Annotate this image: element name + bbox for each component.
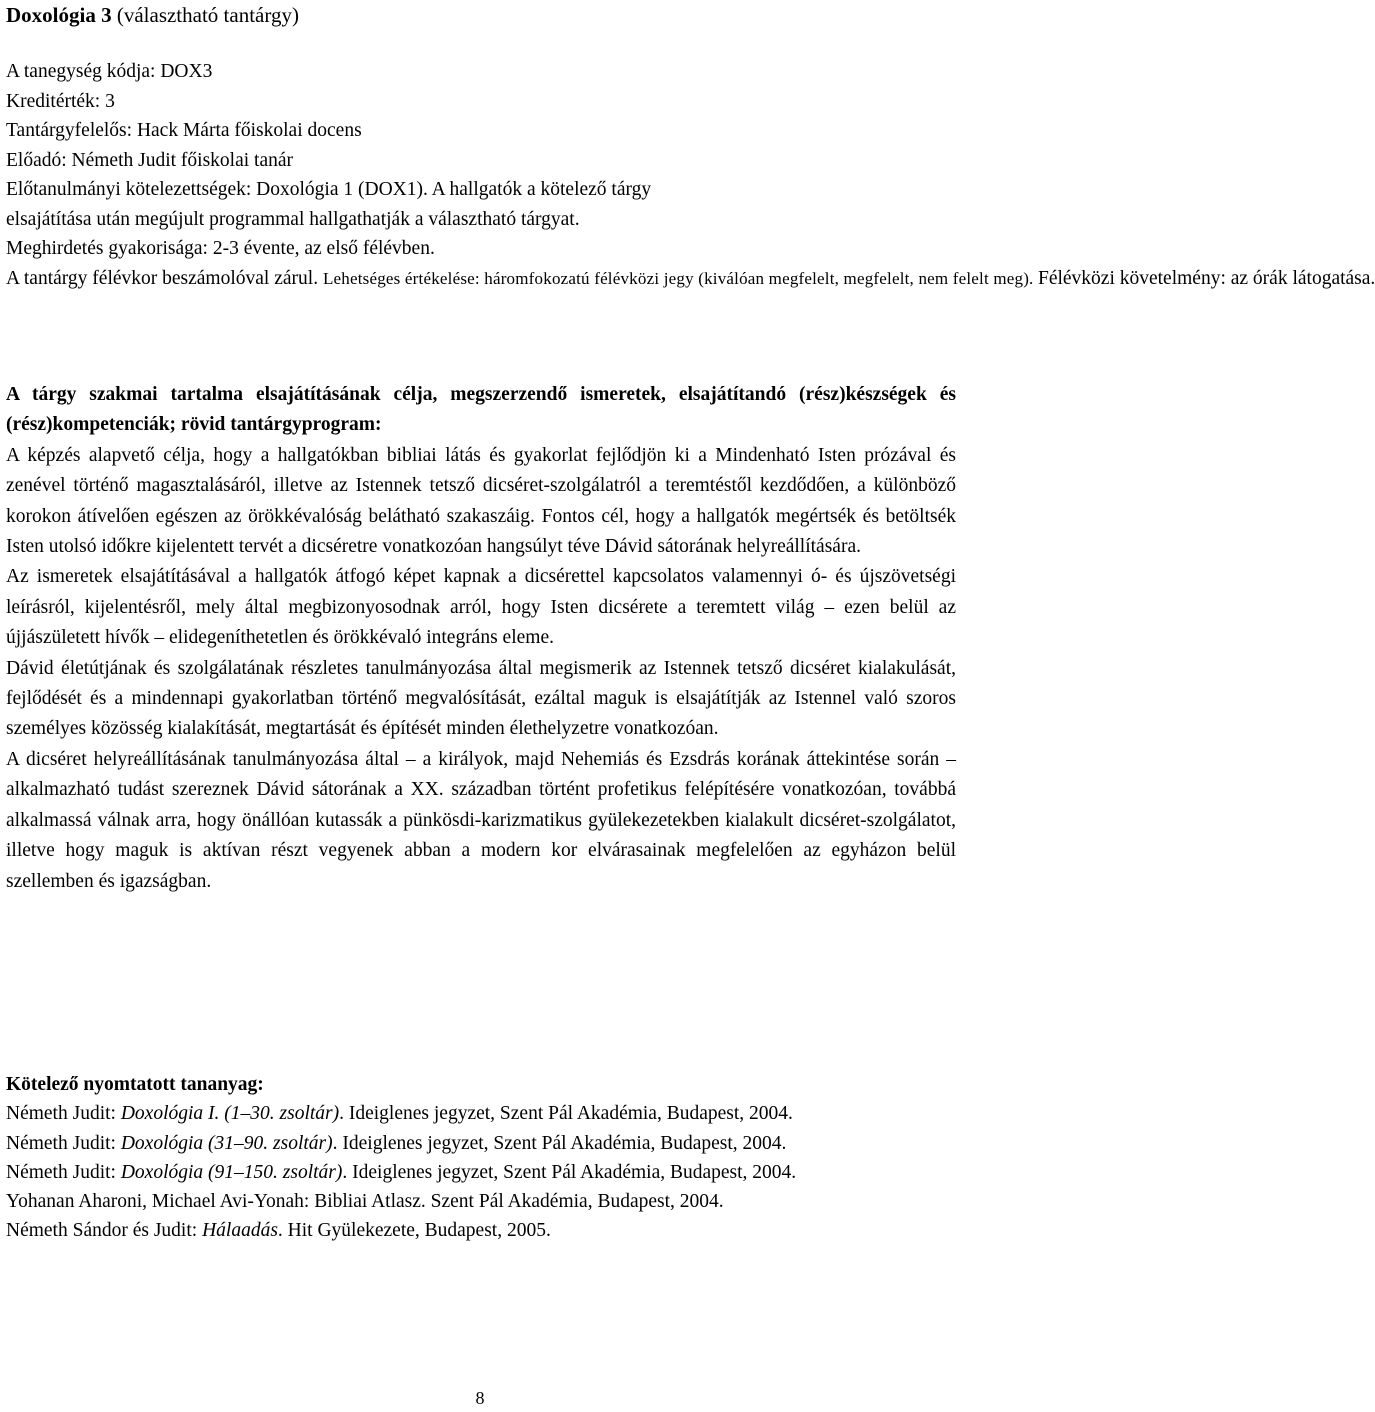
bib-publication: . Ideiglenes jegyzet, Szent Pál Akadémia, Budapest, 2004. bbox=[342, 1161, 797, 1183]
content-paragraph-4: A dicséret helyreállításának tanulmányozása által – a királyok, majd Nehemiás és Ezsdrás korának áttekintése során – alkalmazható tudást szereznek Dávid sátorának a XX. században történt profetikus felépítésére vonatkozóan, továbbá alkalmassá válnak arra, hogy önállóan kutassák a pünkösdi-karizmatikus gyülekezetekben kialakult dicséret-szolgálatot, illetve hogy maguk is aktívan részt vegyenek abban a modern kor elvárasainak megfelelően az egyházon belül szellemben és igazságban. bbox=[6, 748, 956, 892]
course-title: Doxológia 3 bbox=[6, 3, 112, 27]
bibliography-item bbox=[6, 1129, 956, 1158]
page-number: 8 bbox=[475, 1388, 485, 1408]
bibliography bbox=[6, 1070, 956, 1246]
content-heading: A tárgy szakmai tartalma elsajátításának célja, megszerzendő ismeretek, elsajátítandó (rész)készségek és (rész)kompetenciák; rövid tantárgyprogram: bbox=[6, 384, 956, 436]
course-subtitle: (választható tantárgy) bbox=[111, 3, 299, 27]
bib-title: Doxológia (91–150. zsoltár) bbox=[120, 1161, 343, 1183]
assessment-requirement: Félévközi követelmény: az órák látogatása. bbox=[1037, 267, 1375, 289]
content-paragraph-2: Az ismeretek elsajátításával a hallgatók átfogó képet kapnak a dicsérettel kapcsolatos valamennyi ó- és újszövetségi leírásról, kijelentésről, mely által megbizonyosodnak arról, hogy Isten dicsérete a teremtett világ – ezen belül az újjászületett hívők – elidegeníthetetlen és örökkévaló integráns eleme. bbox=[6, 566, 956, 649]
bib-author: Németh Judit: bbox=[6, 1161, 121, 1183]
bibliography-heading: Kötelező nyomtatott tananyag: bbox=[6, 1074, 264, 1095]
bibliography-item bbox=[6, 1187, 956, 1216]
course-content bbox=[6, 380, 956, 897]
bib-publication: . Hit Gyülekezete, Budapest, 2005. bbox=[277, 1220, 551, 1242]
bib-publication: . Ideiglenes jegyzet, Szent Pál Akadémia, Budapest, 2004. bbox=[339, 1103, 793, 1125]
prerequisites-line-1: Előtanulmányi kötelezettségek: Doxológia 1 (DOX1). A hallgatók a kötelező tárgy bbox=[6, 179, 652, 200]
content-paragraph-1: A képzés alapvető célja, hogy a hallgatókban bibliai látás és gyakorlat fejlődjön ki a Mindenható Isten prózával és zenével történő magasztalásáról, illetve az Istennek tetsző dicséret-szolgálatról a teremtéstől kezdődően, a különböző korokon átívelően egészen az örökkévalóság belátható szakaszáig. Fontos cél, hogy a hallgatók megértsék és betöltsék Isten utolsó időkre kijelentett tervét a dicséretre vonatkozóan hangsúlyt téve Dávid sátorának helyreállítására. bbox=[6, 444, 956, 558]
course-code: A tanegység kódja: DOX3 bbox=[6, 61, 213, 82]
course-responsible: Tantárgyfelelős: Hack Márta főiskolai docens bbox=[6, 120, 362, 141]
assessment-text bbox=[6, 264, 1375, 294]
bib-author: Németh Judit: bbox=[6, 1103, 121, 1125]
content-paragraph-3: Dávid életútjának és szolgálatának részletes tanulmányozása által megismerik az Istennek tetsző dicséret kialakulását, fejlődését és a mindennapi gyakorlatban történő megvalósítását, ezáltal maguk is elsajátítják az Istennel való szoros személyes közösség kialakítását, megtartását és építését minden élethelyzetre vonatkozóan. bbox=[6, 657, 956, 740]
assessment-type: A tantárgy félévkor beszámolóval zárul. bbox=[6, 267, 323, 289]
course-meta bbox=[6, 57, 1375, 293]
course-lecturer: Előadó: Németh Judit főiskolai tanár bbox=[6, 149, 294, 171]
prerequisites-line-2: elsajátítása után megújult programmal hallgathatják a választható tárgyat. bbox=[6, 208, 580, 230]
bib-author: Yohanan Aharoni, Michael Avi-Yonah: Bibliai Atlasz. Szent Pál Akadémia, Budapest, 2004. bbox=[6, 1191, 724, 1213]
bib-title: Doxológia I. (1–30. zsoltár) bbox=[120, 1103, 340, 1125]
course-title-line bbox=[6, 2, 299, 28]
bibliography-item bbox=[6, 1099, 956, 1128]
bib-title: Doxológia (31–90. zsoltár) bbox=[120, 1132, 333, 1154]
bib-author: Németh Sándor és Judit: bbox=[6, 1220, 203, 1242]
bib-author: Németh Judit: bbox=[6, 1132, 121, 1154]
bib-publication: . Ideiglenes jegyzet, Szent Pál Akadémia, Budapest, 2004. bbox=[332, 1132, 787, 1154]
offering-frequency: Meghirdetés gyakorisága: 2-3 évente, az első félévben. bbox=[6, 238, 435, 259]
bib-title: Hálaadás bbox=[202, 1220, 278, 1242]
assessment-grading: Lehetséges értékelése: háromfokozatú félévközi jegy (kiválóan megfelelt, megfelelt, nem felelt meg). bbox=[322, 268, 1038, 288]
bibliography-item bbox=[6, 1216, 956, 1245]
bibliography-item bbox=[6, 1158, 956, 1187]
course-credits: Kreditérték: 3 bbox=[6, 90, 115, 112]
